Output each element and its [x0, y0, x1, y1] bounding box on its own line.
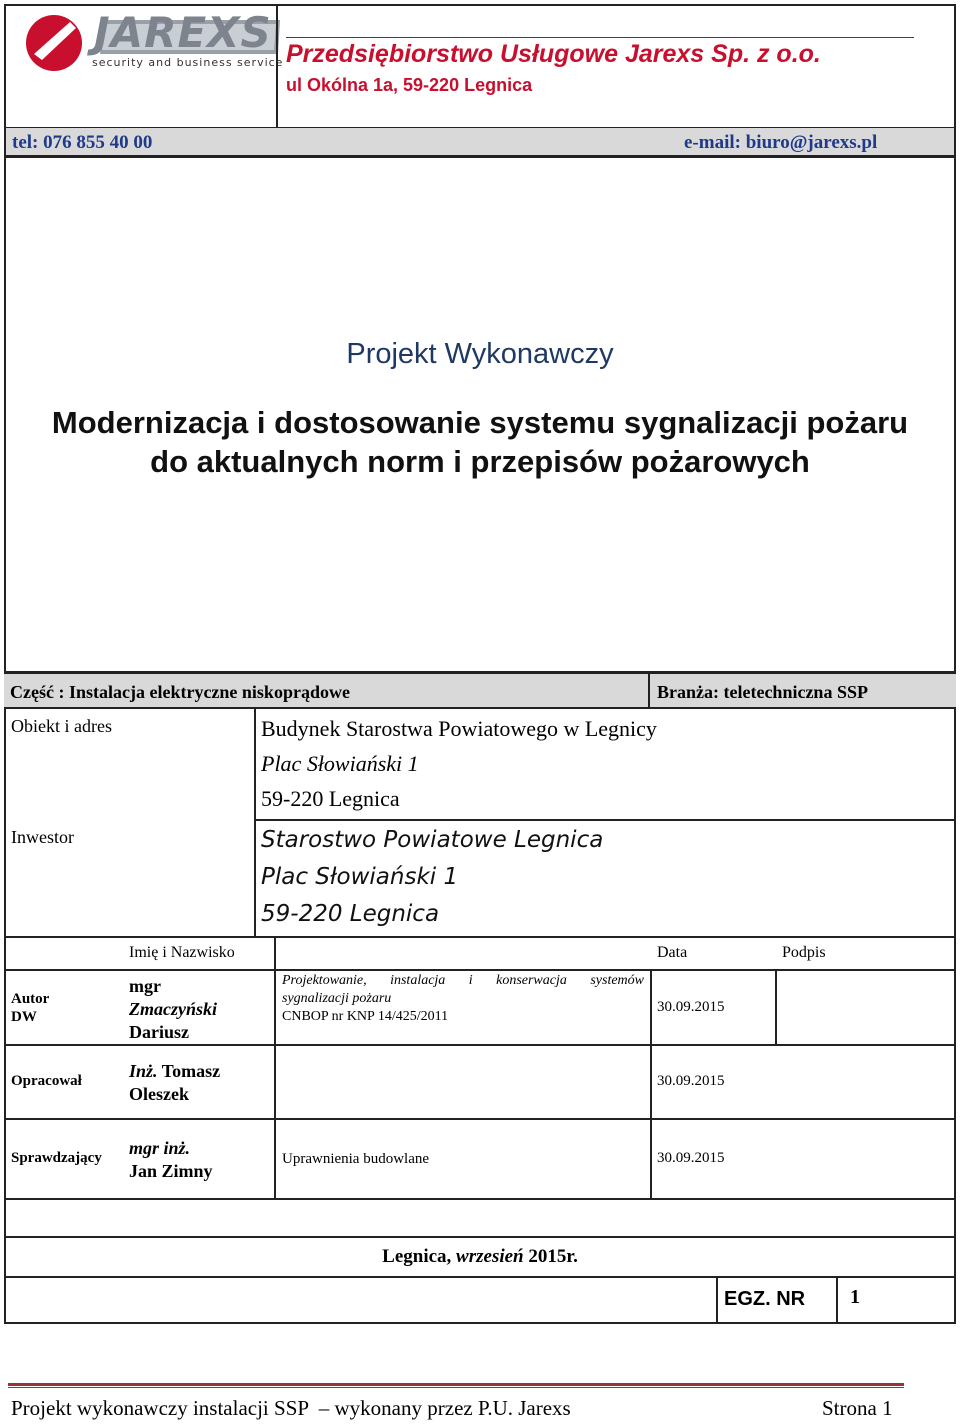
- place-date: [0, 1246, 960, 1268]
- object-bottom-rule: [254, 819, 956, 821]
- place-date-rule: [4, 1276, 956, 1278]
- logo-box: [4, 4, 284, 128]
- footer-page-number: Strona 1: [822, 1396, 893, 1420]
- phone-number: tel: 076 855 40 00: [12, 132, 153, 153]
- project-type: Projekt Wykonawczy: [346, 338, 614, 370]
- footer-rule-thick: [8, 1383, 904, 1386]
- company-info-box: [276, 4, 956, 128]
- row1-surname: Zmaczyński: [129, 999, 217, 1019]
- row3-name: Jan Zimny: [129, 1161, 213, 1181]
- year-text: 2015r.: [523, 1246, 578, 1267]
- row3-date: 30.09.2015: [657, 1150, 725, 1166]
- row3-role: Sprawdzający: [11, 1150, 102, 1166]
- row2-person: [129, 1060, 220, 1106]
- header-signature: Podpis: [782, 944, 826, 961]
- company-name: Przedsiębiorstwo Usługowe Jarexs Sp. z o.o.: [286, 40, 821, 68]
- table-col-date-divider: [650, 969, 652, 1198]
- object-city: 59-220 Legnica: [261, 786, 400, 811]
- table-col-sign-divider: [775, 969, 777, 1044]
- project-title-line1: Modernizacja i dostosowanie systemu sygnalizacji pożaru: [51, 405, 909, 440]
- row1-date: 30.09.2015: [657, 999, 725, 1015]
- header-name: Imię i Nazwisko: [129, 944, 235, 961]
- company-rule: [286, 37, 914, 38]
- row3-qualification: Uprawnienia budowlane: [282, 1151, 430, 1167]
- table-row1-rule: [4, 1044, 956, 1046]
- row2-name-line1: [129, 1060, 220, 1083]
- project-title: [0, 403, 960, 481]
- logo-wordmark: JAREXS: [94, 8, 272, 57]
- row1-person: [129, 975, 217, 1044]
- row1-firstname: Dariusz: [129, 1022, 189, 1042]
- object-label: Obiekt i adres: [11, 716, 112, 736]
- project-title-line2: do aktualnych norm i przepisów pożarowych: [150, 444, 810, 479]
- table-header-rule: [4, 969, 956, 971]
- row2-firstname: Tomasz: [161, 1061, 221, 1081]
- row2-surname: Oleszek: [129, 1084, 189, 1104]
- object-street: Plac Słowiański 1: [261, 751, 419, 776]
- object-name: Budynek Starostwa Powiatowego w Legnicy: [261, 716, 657, 741]
- object-divider: [254, 709, 256, 938]
- investor-label: Inwestor: [11, 827, 74, 847]
- table-row3-rule: [4, 1198, 956, 1200]
- month-text: wrzesień: [456, 1246, 524, 1267]
- part-label: Część : Instalacja elektryczne niskoprądowe: [10, 682, 350, 702]
- row1-qual-line2: sygnalizacji pożaru: [282, 991, 392, 1006]
- row2-title: Inż.: [129, 1061, 158, 1081]
- row2-date: 30.09.2015: [657, 1073, 725, 1089]
- row1-role: [11, 990, 49, 1026]
- branch-label: Branża: teletechniczna SSP: [657, 682, 868, 702]
- table-col-name-divider: [274, 938, 276, 1198]
- row1-title: mgr: [129, 976, 161, 996]
- row3-title: mgr inż.: [129, 1138, 191, 1158]
- footer-text: Projekt wykonawczy instalacji SSP – wykonany przez P.U. Jarexs: [11, 1396, 571, 1420]
- row1-qual-line3: CNBOP nr KNP 14/425/2011: [282, 1009, 449, 1024]
- row3-person: [129, 1137, 213, 1183]
- copy-mid-divider: [836, 1276, 838, 1322]
- table-row4-rule: [4, 1236, 956, 1238]
- table-row2-rule: [4, 1118, 956, 1120]
- logo-tagline: security and business service: [92, 56, 284, 69]
- place-text: Legnica,: [382, 1246, 457, 1267]
- investor-bottom-rule: [4, 936, 956, 938]
- investor-street: Plac Słowiański 1: [261, 864, 459, 890]
- row1-qualification: [282, 972, 644, 1026]
- row1-role-line2: DW: [11, 1009, 37, 1025]
- copy-left-divider: [716, 1276, 718, 1322]
- footer-rule-thin: [8, 1387, 904, 1388]
- header-date: Data: [657, 944, 688, 961]
- row1-qual-line1: Projektowanie, instalacja i konserwacja systemów: [282, 973, 644, 988]
- company-address: ul Okólna 1a, 59-220 Legnica: [286, 75, 533, 95]
- investor-name: Starostwo Powiatowe Legnica: [261, 827, 604, 853]
- row1-role-line1: Autor: [11, 991, 50, 1007]
- email-address: e-mail: biuro@jarexs.pl: [684, 132, 878, 153]
- part-bar: [4, 671, 956, 709]
- copy-number: 1: [850, 1286, 860, 1308]
- investor-city: 59-220 Legnica: [261, 901, 440, 927]
- copy-label: EGZ. NR: [724, 1288, 806, 1310]
- part-divider: [648, 674, 650, 707]
- row2-role: Opracował: [11, 1073, 82, 1089]
- contact-bar: [4, 128, 956, 158]
